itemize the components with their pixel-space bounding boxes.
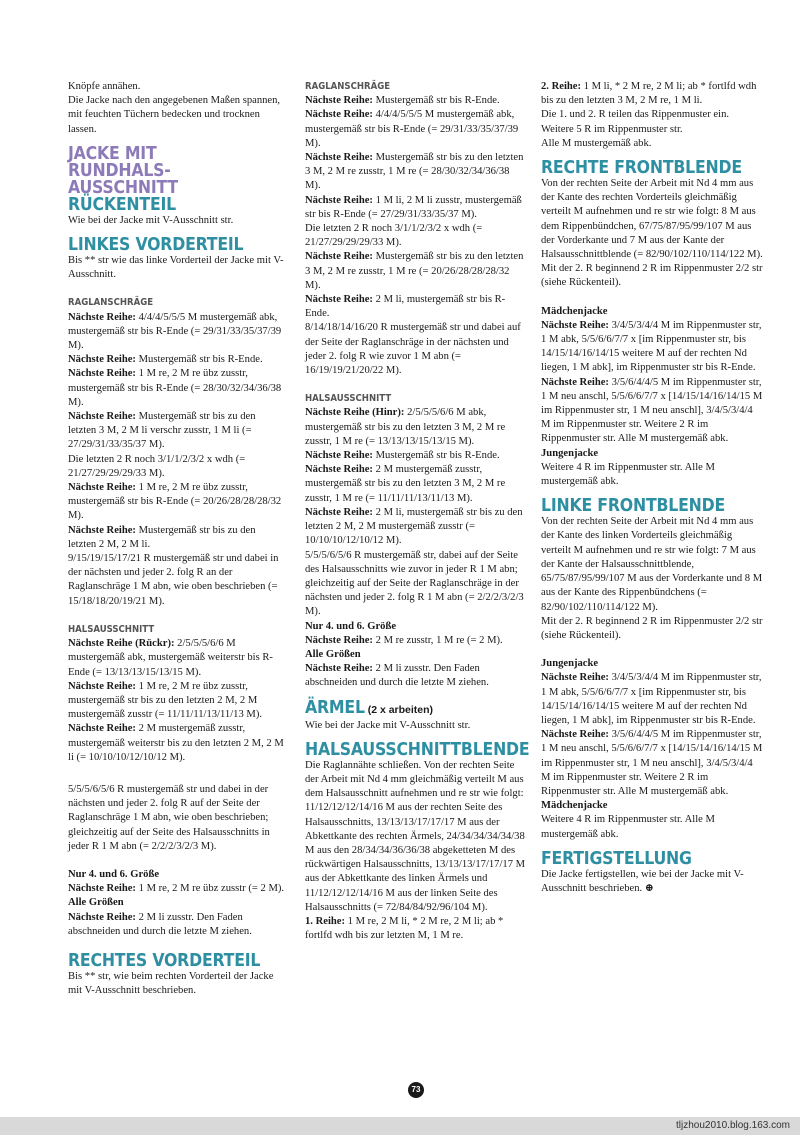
heading-halsausschnittblende: HALSAUSSCHNITTBLENDE (305, 739, 530, 760)
para-spannen: Die Jacke nach den angegebenen Maßen spannen, mit feuchten Tüchern bedecken und trocknen lassen. (68, 95, 281, 135)
row-text: 3/4/5/3/4/4 M im Rippenmuster str, 1 M abk, 5/5/6/6/7/7 x [im Rippenmuster str, bis 14/15/14/16/14/15 weitere M auf der rechten Nd liegen, 1 M abk], im Rippenmuster str bis R-Ende. (541, 672, 762, 726)
row-text: 1 M re, 2 M re übz zusstr, mustergemäß str bis zu den letzten 2 M, 2 M mustergemäß zusstr (= 11/11/11/13/11/13 M). (68, 680, 262, 721)
row-label: Nächste Reihe: (68, 354, 136, 366)
column-middle (305, 80, 530, 943)
row-label: Nächste Reihe: (305, 450, 373, 462)
row-instruction (305, 250, 527, 293)
heading-linkes-vorderteil: LINKES VORDERTEIL (68, 235, 244, 256)
heading-aermel-title: ÄRMEL (305, 697, 365, 718)
heading-jacke-rundhals: JACKE MIT RUNDHALS-AUSSCHNITT (68, 143, 178, 198)
para-linke-frontblende: Von der rechten Seite der Arbeit mit Nd 4 mm aus der Kante des linken Vorderteils gleichmäßig verteilt M aufnehmen und re str wie folgt: 7 M aus der Kante der Halsausschnittblende, 65/75/87/95/99/107 M aus der Vorderkante und 8 M aus der Kante des Rippenbündchens (= 82/90/102/110/114/122 M). (541, 516, 763, 613)
row-instruction (305, 406, 527, 449)
heading-aermel (305, 697, 527, 719)
row-label: Nächste Reihe: (305, 194, 373, 206)
row-instruction (305, 94, 527, 108)
row-instruction (541, 376, 763, 447)
row-text: Mustergemäß str bis zu den letzten 3 M, 2 M li verschr zusstr, 1 M li (= 27/29/31/33/35/37 M). (68, 411, 256, 451)
row-text: Mustergemäß str bis R-Ende. (135, 354, 263, 366)
row-instruction (305, 463, 527, 506)
subheading-halsausschnitt-middle: HALSAUSSCHNITT (305, 393, 392, 405)
row-label: Nächste Reihe: (305, 251, 373, 263)
row-text: 1 M re, 2 M re übz zusstr, mustergemäß str bis R-Ende (= 28/30/32/34/36/38 M). (68, 368, 282, 408)
row-text: 3/5/6/4/4/5 M im Rippenmuster str, 1 M neu anschl, 5/5/6/6/7/7 x [14/15/14/16/14/15 M im Rippenmuster str, 1 M neu anschl], 3/4/5/3/4/4 M im Rippenmuster str. Weitere 2 R im Rippenmuster str. Alle M mustergemäß abk. (541, 376, 763, 445)
row-text: Mustergemäß str bis zu den letzten 3 M, 2 M re zusstr, 1 M re (= 28/30/32/34/36/38 M). (305, 152, 524, 192)
footer-credit: tljzhou2010.blog.163.com (676, 1120, 790, 1131)
row-repeat: 5/5/5/6/5/6 R mustergemäß str und dabei in der nächsten und jeder 2. folg R auf der Seite der Raglanschräge 1 M abn, wie oben beschrieben; gleichzeitig auf der Seite des Halsausschnitts in jeder R 1 M abn (= 2/2/2/3/2/3 M). (68, 783, 270, 852)
row-text: 4/4/4/5/5/5 M mustergemäß abk, mustergemäß str bis R-Ende (= 29/31/33/35/37/39 M). (305, 109, 519, 149)
size-note (541, 799, 763, 813)
para-linkes-vorderteil: Bis ** str wie das linke Vorderteil der Jacke mit V-Ausschnitt. (68, 255, 284, 281)
page-number: 73 (408, 1082, 424, 1098)
para-fertigstellung (541, 868, 763, 896)
row-instruction (68, 367, 286, 410)
row-label: Nächste Reihe: (68, 911, 136, 923)
para-linke-frontblende-2: Mit der 2. R beginnend 2 R im Rippenmuster 2/2 str (siehe Rückenteil). (541, 615, 763, 641)
heading-rechte-frontblende: RECHTE FRONTBLENDE (541, 158, 742, 179)
row-label: Nächste Reihe: (68, 311, 136, 323)
size-note (541, 305, 763, 319)
row-text: Mustergemäß str bis zu den letzten 2 M, 2 M li. (68, 524, 256, 550)
row-text: 1 M li, * 2 M re, 2 M li; ab * fortlfd wdh bis zu den letzten 3 M, 2 M re, 1 M li. (541, 81, 757, 107)
heading-linke-frontblende: LINKE FRONTBLENDE (541, 496, 726, 517)
row-label: Nächste Reihe: (68, 411, 136, 423)
row-text: 2 M li zusstr. Den Faden abschneiden und durch die letzte M ziehen. (305, 663, 489, 689)
size-note (68, 896, 286, 910)
row-instruction (305, 194, 527, 222)
row-label: Nächste Reihe: (541, 319, 609, 331)
row-instruction (305, 915, 527, 943)
footer-bar (0, 1117, 800, 1135)
heading-rechtes-vorderteil: RECHTES VORDERTEIL (68, 950, 261, 971)
para-maedchen-weitere: Weitere 4 R im Rippenmuster str. Alle M mustergemäß abk. (541, 814, 715, 840)
row-label: Nächste Reihe (Hinr): (305, 407, 405, 419)
row-instruction (68, 481, 286, 524)
row-label: Nächste Reihe: (305, 464, 373, 476)
size-note-label: Nur 4. und 6. Größe (68, 868, 160, 880)
end-symbol-icon: ⊕ (644, 882, 654, 894)
row-label: Nächste Reihe: (305, 152, 373, 164)
row-label: Nächste Reihe: (68, 482, 136, 494)
row-text: 1 M re, 2 M re übz zusstr (= 2 M). (135, 883, 285, 895)
row-instruction (541, 80, 763, 108)
heading-rueckenteil: RÜCKENTEIL (68, 194, 176, 215)
row-text: 2 M re zusstr, 1 M re (= 2 M). (372, 634, 503, 646)
heading-fertigstellung: FERTIGSTELLUNG (541, 848, 692, 869)
row-label: Nächste Reihe: (68, 680, 136, 692)
row-label: Nächste Reihe (Rückr): (68, 638, 175, 650)
row-repeat: Die letzten 2 R noch 3/1/1/2/3/2 x wdh (= 21/27/29/29/29/33 M). (305, 223, 483, 249)
para-rechtes-vorderteil: Bis ** str, wie beim rechten Vorderteil der Jacke mit V-Ausschnitt beschrieben. (68, 970, 274, 997)
row-instruction (68, 353, 286, 367)
row-label: Nächste Reihe: (68, 524, 136, 536)
heading-aermel-subtitle: (2 x arbeiten) (364, 703, 434, 716)
row-text: 2 M mustergemäß zusstr, mustergemäß weiterstr bis zu den letzten 2 M, 2 M li (= 10/10/10/12/10/12 M). (68, 723, 284, 763)
row-label: 2. Reihe: (541, 81, 582, 92)
row-instruction (68, 524, 286, 552)
row-label: Nächste Reihe: (68, 368, 136, 380)
row-repeat: 9/15/19/15/17/21 R mustergemäß str und dabei in der nächsten und jeder 2. folg R an der Raglanschräge 1 M abn, wie oben beschrieben (= 15/18/18/20/19/21 M). (68, 553, 279, 607)
row-instruction (68, 311, 286, 354)
row-label: Nächste Reihe: (68, 883, 136, 895)
row-label: Nächste Reihe: (68, 723, 136, 735)
row-text: 4/4/4/5/5/5 M mustergemäß abk, mustergemäß str bis R-Ende (= 29/31/33/35/37/39 M). (68, 311, 282, 352)
row-text: Mustergemäß str bis R-Ende. (372, 95, 500, 107)
para-halsausschnittblende: Die Raglannähte schließen. Von der rechten Seite der Arbeit mit Nd 4 mm gleichmäßig verteilt M aus dem Halsausschnitt aufnehmen und re str wie folgt: 11/12/12/12/14/16 M aus der rechten Seite des Halsausschnitts, 13/13/13/17/17/17 M aus der Abkettkante des rechten Ärmels, 24/34/34/34/34/38 M aus den 28/34/34/36/36/38 abgeketteten M des rückwärtigen Halsausschnitts, 13/13/13/17/17/17 M aus der Abkettkante des linken Ärmels und 11/12/12/12/14/16 M aus der linken Seite des Halsausschnitts (= 72/84/84/92/96/104 M). (305, 759, 526, 913)
row-text: Mustergemäß str bis R-Ende. (372, 450, 500, 462)
column-left (68, 80, 286, 998)
row-label: Nächste Reihe: (305, 634, 373, 646)
row-repeat: Die letzten 2 R noch 3/1/1/2/3/2 x wdh (= 21/27/29/29/29/33 M). (68, 453, 246, 479)
row-instruction (305, 506, 527, 549)
para-aermel: Wie bei der Jacke mit V-Ausschnitt str. (305, 719, 471, 731)
row-text: 3/4/5/3/4/4 M im Rippenmuster str, 1 M abk, 5/5/6/6/7/7 x [im Rippenmuster str, bis 14/15/14/16/14/15 weitere M auf der rechten Nd liegen, 1 M abk], im Rippenmuster str bis R-Ende. (541, 319, 762, 374)
column-right (541, 80, 763, 896)
row-label: 1. Reihe: (305, 915, 346, 927)
row-repeat: 5/5/5/6/5/6 R mustergemäß str, dabei auf der Seite des Halsausschnitts wie zuvor in jeder R 1 M abn; gleichzeitig auf der Seite der Raglanschräge in der nächsten und jeder 2. folg R 1 M abn (= 2/2/2/3/2/3 M). (305, 549, 524, 618)
size-note-label: Jungenjacke (541, 658, 599, 670)
row-instruction (68, 911, 286, 939)
row-instruction (68, 882, 286, 896)
para-jungen-weitere: Weitere 4 R im Rippenmuster str. Alle M mustergemäß abk. (541, 461, 715, 488)
row-instruction (541, 671, 763, 728)
row-instruction (68, 637, 286, 680)
row-label: Nächste Reihe: (305, 663, 373, 675)
size-note-label: Nur 4. und 6. Größe (305, 620, 397, 632)
row-instruction (541, 319, 763, 376)
size-note-label: Jungenjacke (541, 447, 599, 459)
row-instruction (305, 151, 527, 194)
size-note-label: Mädchenjacke (541, 305, 608, 317)
row-label: Nächste Reihe: (541, 376, 609, 388)
row-label: Nächste Reihe: (305, 95, 373, 107)
row-text: 3/5/6/4/4/5 M im Rippenmuster str, 1 M neu anschl, 5/5/6/6/7/7 x [14/15/14/16/14/15 M im Rippenmuster str, 1 M neu anschl], 3/4/5/3/4/4 M im Rippenmuster str. Weitere 2 R im Rippenmuster str. Alle M mustergemäß abk. (541, 729, 763, 797)
size-note-label: Mädchenjacke (541, 800, 608, 812)
row-label: Nächste Reihe: (541, 672, 609, 684)
row-repeat: 8/14/18/14/16/20 R mustergemäß str und dabei auf der Seite der Raglanschräge in der nächsten und jeder 2. folg R wie zuvor 1 M abn (= 16/19/19/21/20/22 M). (305, 322, 521, 377)
row-text: 2 M mustergemäß zusstr, mustergemäß str bis zu den letzten 3 M, 2 M re zusstr, 1 M re (= 11/11/11/13/11/13 M). (305, 464, 506, 504)
row-label: Nächste Reihe: (305, 506, 373, 518)
row-label: Nächste Reihe: (305, 109, 373, 121)
para-fertigstellung-text: Die Jacke fertigstellen, wie bei der Jacke mit V-Ausschnitt beschrieben. (541, 868, 744, 894)
row-instruction (305, 108, 527, 151)
row-text: 1 M re, 2 M li, * 2 M re, 2 M li; ab * fortlfd wdh bis zur letzten M, 1 M re. (305, 915, 504, 942)
row-text: 2 M li, mustergemäß str bis zu den letzten 2 M, 2 M mustergemäß zusstr (= 10/10/10/12/10/12 M). (305, 506, 523, 547)
row-text: Mustergemäß str bis zu den letzten 3 M, 2 M re zusstr, 1 M re (= 20/26/28/28/28/32 M). (305, 251, 524, 291)
para-rechte-frontblende: Von der rechten Seite der Arbeit mit Nd 4 mm aus der Kante des rechten Vorderteils gleichmäßig verteilt M aufnehmen und re str wie folgt: 8 M aus dem Rippenbündchen, 67/75/87/95/99/107 M aus der Vorderkante und 7 M aus der Kante der Halsausschnittblende (= 82/90/102/110/114/122 M). Mit der 2. R beginnend 2 R im Rippenmuster 2/2 str (siehe Rückenteil). (541, 178, 763, 289)
size-note-label: Alle Größen (305, 648, 361, 660)
row-instruction (305, 449, 527, 463)
row-instruction (541, 728, 763, 799)
subheading-raglanschraege-left: RAGLANSCHRÄGE (68, 297, 154, 309)
row-text: 1 M li, 2 M li zusstr, mustergemäß str bis R-Ende (= 27/29/31/33/35/37 M). (305, 194, 522, 220)
para-rueckenteil: Wie bei der Jacke mit V-Ausschnitt str. (68, 214, 234, 226)
row-instruction (68, 410, 286, 453)
row-text: 2 M li zusstr. Den Faden abschneiden und durch die letzte M ziehen. (68, 911, 252, 937)
subheading-raglanschraege-middle: RAGLANSCHRÄGE (305, 81, 391, 92)
row-instruction (305, 293, 527, 321)
row-text: 2/5/5/5/6/6 M abk, mustergemäß str bis zu den letzten 3 M, 2 M re zusstr, 1 M re (= 13/13/13/15/13/15 M). (305, 407, 506, 447)
row-instruction (305, 634, 527, 648)
subheading-halsausschnitt-left: HALSAUSSCHNITT (68, 623, 155, 635)
size-note (541, 447, 763, 461)
row-label: Nächste Reihe: (305, 294, 373, 306)
size-note (68, 868, 286, 882)
size-note (541, 657, 763, 671)
size-note-label: Alle Größen (68, 897, 124, 909)
row-instruction (68, 680, 286, 723)
row-label: Nächste Reihe: (541, 729, 609, 741)
row-text: 1 M re, 2 M re übz zusstr, mustergemäß str bis R-Ende (= 20/26/28/28/28/32 M). (68, 482, 282, 522)
para-rippenmuster: Die 1. und 2. R teilen das Rippenmuster ein. Weitere 5 R im Rippenmuster str. (541, 109, 730, 135)
row-instruction (305, 662, 527, 690)
row-text: 2 M li, mustergemäß str bis R-Ende. (305, 294, 506, 320)
para-abk: Alle M mustergemäß abk. (541, 137, 652, 149)
para-knoepfe: Knöpfe annähen. (68, 81, 141, 92)
size-note (305, 620, 527, 634)
row-text: 2/5/5/5/6/6 M mustergemäß abk, mustergemäß weiterstr bis R-Ende (= 13/13/13/15/13/15 M). (68, 638, 273, 678)
row-instruction (68, 722, 286, 765)
size-note (305, 648, 527, 662)
